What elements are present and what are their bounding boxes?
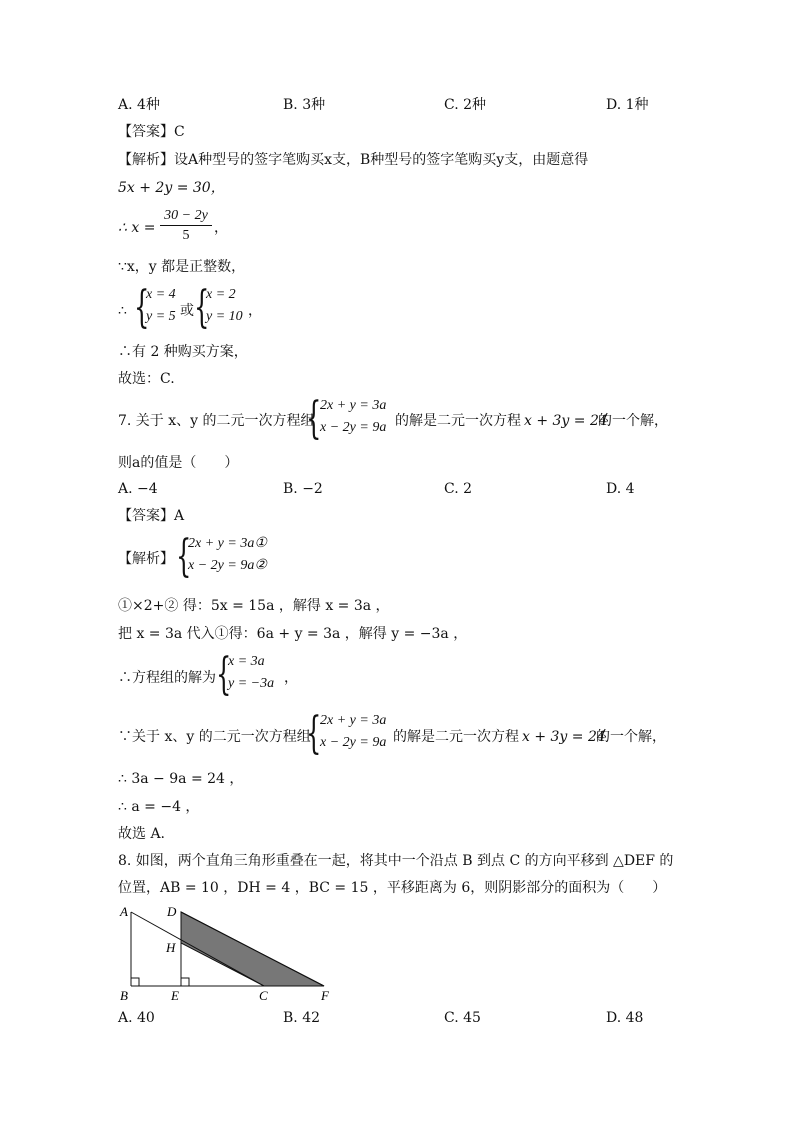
q7-step4-mid: 的解是二元一次方程 [393, 729, 519, 745]
label-F: F [321, 988, 329, 1003]
q7-answer: 【答案】A [118, 508, 185, 524]
q7-step2: 把 x = 3a 代入①得：6a + y = 3a ，解得 y = −3a ， [118, 626, 468, 642]
q6-eq2-denominator: 5 [182, 228, 190, 243]
q7-step3-prefix: ∴方程组的解为 [118, 670, 216, 686]
q7-analysis-label: 【解析】 [118, 551, 174, 567]
label-A: A [120, 904, 128, 919]
q6-eq2-numerator: 30 − 2y [160, 208, 212, 226]
q7-option-b: B. −2 [283, 481, 323, 497]
q7-step7: 故选 A. [118, 826, 166, 842]
q7-step3-row1: x = 3a [228, 654, 265, 669]
q8-stem-line1: 8. 如图，两个直角三角形重叠在一起，将其中一个沿点 B 到点 C 的方向平移到 △DEF 的 [118, 853, 674, 869]
q6-sol2-row1: x = 2 [206, 287, 236, 302]
q7-step4-suffix: 的一个解， [596, 729, 666, 745]
q7-step4-row1: 2x + y = 3a [320, 713, 387, 728]
q8-option-d: D. 48 [606, 1010, 644, 1026]
label-C: C [259, 988, 268, 1003]
q7-stem-mid: 的解是二元一次方程 [395, 413, 521, 429]
q6-eq2-fraction [160, 208, 212, 244]
label-D: D [167, 904, 177, 919]
q7-analysis-system [188, 533, 267, 577]
q6-sol-prefix: ∴ [118, 303, 127, 319]
q8-triangle-figure [112, 900, 342, 1008]
q6-sol2-brace: { [194, 282, 210, 333]
q6-sol1-row1: x = 4 [146, 287, 176, 302]
q7-an-sys-row2: x − 2y = 9a② [188, 558, 267, 573]
q7-step3-row2: y = −3a [228, 676, 275, 691]
q6-eq2-suffix: ， [214, 220, 228, 236]
q7-step4-eq: x + 3y = 24 [522, 729, 606, 745]
q7-stem-brace: { [306, 393, 322, 444]
q6-sol-suffix: ， [248, 303, 262, 319]
q6-option-a: A. 4种 [118, 97, 160, 113]
q7-step4-prefix: ∵关于 x、y 的二元一次方程组 [118, 729, 311, 745]
q6-analysis-line3: ∵x，y 都是正整数， [118, 259, 246, 275]
q8-option-b: B. 42 [283, 1010, 321, 1026]
q6-analysis-line6: 故选：C. [118, 371, 175, 387]
q6-sol2-row2: y = 10 [206, 309, 243, 324]
q8-stem-line2: 位置，AB = 10 ，DH = 4 ，BC = 15 ，平移距离为 6，则阴影部分的面积为（ ） [118, 880, 667, 896]
q6-analysis-line5: ∴有 2 种购买方案， [118, 344, 248, 360]
q7-step6: ∴ a = −4 ， [118, 799, 200, 815]
q7-step3-system [228, 651, 274, 695]
q7-option-c: C. 2 [444, 481, 473, 497]
q7-step5: ∴ 3a − 9a = 24 ， [118, 771, 244, 787]
label-E: E [171, 988, 179, 1003]
q6-sol1 [146, 284, 176, 328]
q7-option-a: A. −4 [118, 481, 158, 497]
label-B: B [120, 988, 128, 1003]
q8-option-c: C. 45 [444, 1010, 481, 1026]
q6-option-c: C. 2种 [444, 97, 487, 113]
q6-answer: 【答案】C [118, 124, 185, 140]
q6-eq1: 5x + 2y = 30， [118, 180, 225, 196]
q7-stem-eq: x + 3y = 24 [524, 413, 608, 429]
q7-stem-system [320, 395, 386, 439]
q7-stem-sys-row2: x − 2y = 9a [320, 420, 387, 435]
q8-option-a: A. 40 [118, 1010, 155, 1026]
q7-step4-row2: x − 2y = 9a [320, 735, 387, 750]
q6-sol-or: 或 [180, 303, 194, 319]
q6-sol1-brace: { [134, 282, 150, 333]
label-H: H [166, 940, 176, 955]
q7-an-sys-row1: 2x + y = 3a① [188, 536, 267, 551]
q7-step3-suffix: ， [284, 670, 298, 686]
q7-step3-brace: { [216, 649, 232, 700]
q7-stem-suffix: 的一个解， [598, 413, 668, 429]
q6-option-d: D. 1种 [606, 97, 649, 113]
q6-sol2 [206, 284, 243, 328]
q7-stem-sys-row1: 2x + y = 3a [320, 398, 387, 413]
q6-eq2-prefix: ∴ x = [118, 220, 156, 236]
q7-analysis-brace: { [176, 531, 192, 582]
q6-analysis-line1: 【解析】设A种型号的签字笔购买x支，B种型号的签字笔购买y支，由题意得 [118, 152, 589, 168]
q7-step4-brace: { [306, 708, 322, 759]
q7-stem-prefix: 7. 关于 x、y 的二元一次方程组 [118, 413, 315, 429]
q7-step4-system [320, 710, 386, 754]
q6-option-b: B. 3种 [283, 97, 326, 113]
q7-stem-line2: 则a的值是（ ） [118, 455, 239, 471]
q7-option-d: D. 4 [606, 481, 635, 497]
q7-step1: ①×2+② 得：5x = 15a ，解得 x = 3a ， [118, 598, 390, 614]
q6-sol1-row2: y = 5 [146, 309, 176, 324]
